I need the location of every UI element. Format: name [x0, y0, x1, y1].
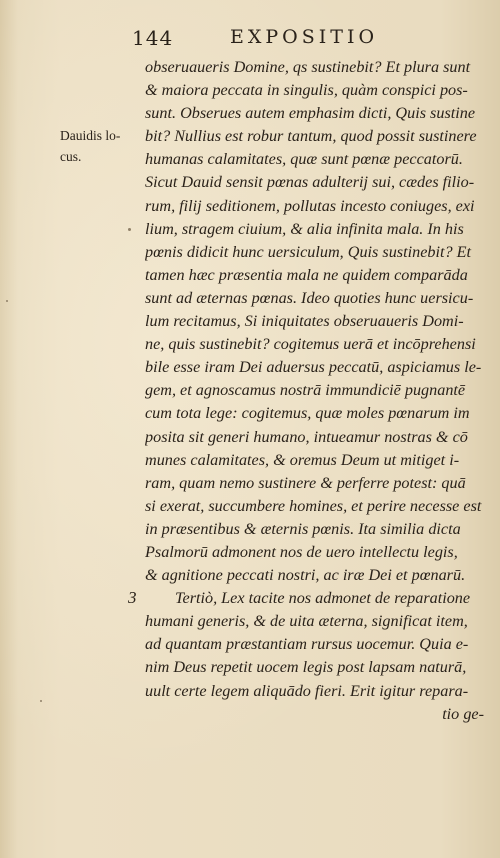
text-line: munes calamitates, & oremus Deum ut mitiget i-	[145, 450, 460, 469]
text-line: sunt. Obserues autem emphasim dicti, Quis sustine	[145, 104, 476, 123]
paper-speck	[6, 300, 8, 302]
text-line: pœnis didicit hunc uersiculum, Quis sustinebit? Et	[145, 242, 471, 261]
text-line: in præsentibus & æternis pœnis. Ita similia dicta	[145, 519, 461, 538]
text-line: nim Deus repetit uocem legis post lapsam naturā,	[145, 658, 467, 677]
text-line: posita sit generi humano, intueamur nostras & cō	[145, 427, 468, 446]
text-line: ram, quam nemo sustinere & perferre potest: quā	[145, 473, 466, 492]
text-line: bile esse iram Dei aduersus peccatū, aspiciamus le-	[145, 358, 482, 377]
margin-note-line: Dauidis lo-	[60, 128, 121, 143]
page-header	[132, 26, 379, 50]
text-line: rum, filij seditionem, pollutas incesto coniuges, exi	[145, 196, 475, 215]
text-line: humanas calamitates, quæ sunt pœnæ peccatorū.	[145, 150, 463, 169]
text-line: gem, et agnoscamus nostrā immundiciē pugnantē	[145, 381, 466, 400]
margin-section-mark: 3	[128, 588, 137, 607]
text-line: & maiora peccata in singulis, quàm conspici pos-	[145, 81, 468, 100]
text-line: bit? Nullius est robur tantum, quod possit sustinere	[145, 127, 477, 146]
catchword-line: tio ge-	[442, 704, 484, 723]
paper-speck	[40, 700, 42, 702]
text-line: sunt ad æternas pœnas. Ideo quoties hunc uersicu-	[145, 288, 474, 307]
page-number: 144	[132, 26, 174, 50]
text-line: lium, stragem ciuium, & alia infinita mala. In his	[145, 219, 464, 238]
text-line: ad quantam præstantiam rursus uocemur. Quia e-	[145, 635, 469, 654]
text-line: Sicut Dauid sensit pœnas adulterij sui, cædes filio-	[145, 173, 475, 192]
text-line: humani generis, & de uita æterna, significat item,	[145, 612, 468, 631]
text-line: uult certe legem aliquādo fieri. Erit igitur repara-	[145, 681, 469, 700]
text-line: ne, quis sustinebit? cogitemus uerā et incōprehensi	[145, 335, 476, 354]
text-line: tamen hæc præsentia mala ne quidem comparāda	[145, 265, 468, 284]
running-head: EXPOSITIO	[230, 26, 379, 48]
body-text	[145, 56, 490, 726]
text-line: Psalmorū admonent nos de uero intellectu legis,	[145, 542, 458, 561]
text-line: cum tota lege: cogitemus, quæ moles pœnarum im	[145, 404, 470, 423]
margin-note	[60, 125, 135, 167]
paper-speck	[128, 228, 131, 231]
margin-note-line: cus.	[60, 149, 82, 164]
text-line: si exerat, succumbere homines, et perire necesse est	[145, 496, 482, 515]
paragraph-start-line: Tertiò, Lex tacite nos admonet de reparatione	[175, 589, 471, 608]
text-line: obseruaueris Domine, qs sustinebit? Et plura sunt	[145, 58, 471, 76]
text-line: & agnitione peccati nostri, ac iræ Dei et pœnarū.	[145, 566, 466, 585]
text-line: lum recitamus, Si iniquitates obseruaueris Domi-	[145, 312, 464, 331]
